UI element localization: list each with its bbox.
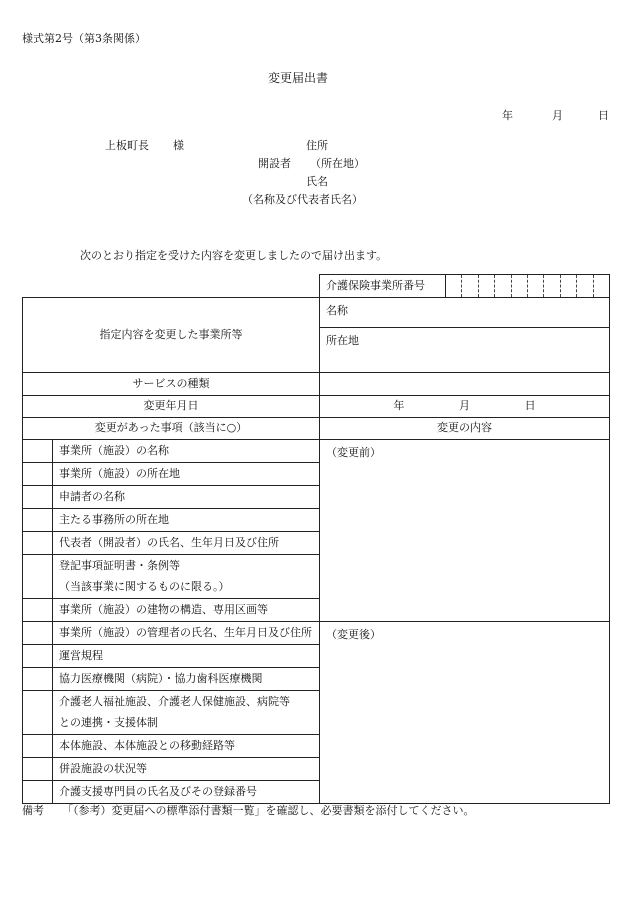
changed-items-header: 変更があった事項（該当に○） xyxy=(23,418,320,440)
office-number-digit-box[interactable] xyxy=(479,275,495,297)
item-label: 協力医療機関（病院）・協力歯科医療機関 xyxy=(53,668,320,691)
header-date-year: 年 xyxy=(502,109,513,122)
item-check-cell[interactable] xyxy=(23,555,53,599)
item-label: 介護支援専門員の氏名及びその登録番号 xyxy=(53,781,320,804)
item-check-cell[interactable] xyxy=(23,668,53,691)
item-check-cell[interactable] xyxy=(23,691,53,735)
item-label: 主たる事務所の所在地 xyxy=(53,509,320,532)
page-title: 変更届出書 xyxy=(268,71,329,85)
label-name-note: （名称及び代表者氏名） xyxy=(242,193,363,206)
item-check-cell[interactable] xyxy=(23,440,53,463)
item-label-line: 登記事項証明書・条例等 xyxy=(59,559,180,573)
service-type-label: サービスの種類 xyxy=(23,373,320,396)
item-check-cell[interactable] xyxy=(23,532,53,555)
change-date-field[interactable] xyxy=(320,396,610,418)
recipient: 上板町長 xyxy=(105,139,149,152)
item-check-cell[interactable] xyxy=(23,645,53,668)
item-check-cell[interactable] xyxy=(23,781,53,804)
intro-text: 次のとおり指定を受けた内容を変更しましたので届け出ます。 xyxy=(80,249,388,262)
change-date-month: 月 xyxy=(458,399,470,413)
change-before-field[interactable] xyxy=(320,440,610,622)
office-number-digit-box[interactable] xyxy=(577,275,593,297)
item-label: 事業所（施設）の建物の構造、専用区画等 xyxy=(53,599,320,622)
item-check-cell[interactable] xyxy=(23,509,53,532)
office-number-digit-box[interactable] xyxy=(528,275,544,297)
label-location: （所在地） xyxy=(310,157,365,170)
item-label-line: との連携・支援体制 xyxy=(59,715,158,729)
office-number-digit-box[interactable] xyxy=(495,275,511,297)
item-label-line: 介護老人福祉施設、介護老人保健施設、病院等 xyxy=(59,695,290,709)
change-date-year: 年 xyxy=(393,399,405,413)
header-date-day: 日 xyxy=(598,109,609,122)
office-name-field[interactable] xyxy=(320,298,609,328)
change-content-header: 変更の内容 xyxy=(320,418,610,440)
change-form-table xyxy=(22,274,610,804)
notes-label: 備考 xyxy=(22,804,44,817)
change-after-field[interactable] xyxy=(320,622,610,804)
label-name: 氏名 xyxy=(306,175,328,188)
item-label-multiline xyxy=(53,691,320,735)
item-label-multiline xyxy=(53,555,320,599)
form-number: 様式第2号（第3条関係） xyxy=(22,32,146,45)
item-label: 運営規程 xyxy=(53,645,320,668)
item-label: 併設施設の状況等 xyxy=(53,758,320,781)
item-label-line: （当該事業に関するものに限る。） xyxy=(59,579,230,593)
office-name-label: 名称 xyxy=(326,304,348,317)
office-location-label: 所在地 xyxy=(326,334,359,347)
before-label: （変更前） xyxy=(326,446,381,459)
item-label: 事業所（施設）の管理者の氏名、生年月日及び住所 xyxy=(53,622,320,645)
item-check-cell[interactable] xyxy=(23,758,53,781)
office-location-field[interactable] xyxy=(320,328,609,372)
item-label: 申請者の名称 xyxy=(53,486,320,509)
item-label: 事業所（施設）の所在地 xyxy=(53,463,320,486)
recipient-honorific: 様 xyxy=(173,139,184,152)
change-date-day: 日 xyxy=(524,399,536,413)
item-check-cell[interactable] xyxy=(23,599,53,622)
header-date-month: 月 xyxy=(552,109,563,122)
item-label: 本体施設、本体施設との移動経路等 xyxy=(53,735,320,758)
item-check-cell[interactable] xyxy=(23,463,53,486)
after-label: （変更後） xyxy=(326,628,381,641)
office-number-field[interactable] xyxy=(446,275,610,298)
office-number-digit-box[interactable] xyxy=(561,275,577,297)
change-date-label: 変更年月日 xyxy=(23,396,320,418)
office-number-digit-box[interactable] xyxy=(544,275,560,297)
item-check-cell[interactable] xyxy=(23,735,53,758)
label-address: 住所 xyxy=(306,139,328,152)
item-label: 代表者（開設者）の氏名、生年月日及び住所 xyxy=(53,532,320,555)
item-check-cell[interactable] xyxy=(23,486,53,509)
office-details[interactable] xyxy=(320,298,610,373)
item-check-cell[interactable] xyxy=(23,622,53,645)
office-number-digit-box[interactable] xyxy=(462,275,478,297)
label-establisher: 開設者 xyxy=(258,157,291,170)
office-number-label: 介護保険事業所番号 xyxy=(320,275,446,298)
item-label: 事業所（施設）の名称 xyxy=(53,440,320,463)
office-number-digit-box[interactable] xyxy=(594,275,609,297)
office-number-digit-box[interactable] xyxy=(512,275,528,297)
office-number-digit-box[interactable] xyxy=(446,275,462,297)
service-type-field[interactable] xyxy=(320,373,610,396)
office-label: 指定内容を変更した事業所等 xyxy=(23,298,320,373)
notes-text: 「（参考）変更届への標準添付書類一覧」を確認し、必要書類を添付してください。 xyxy=(62,804,475,817)
